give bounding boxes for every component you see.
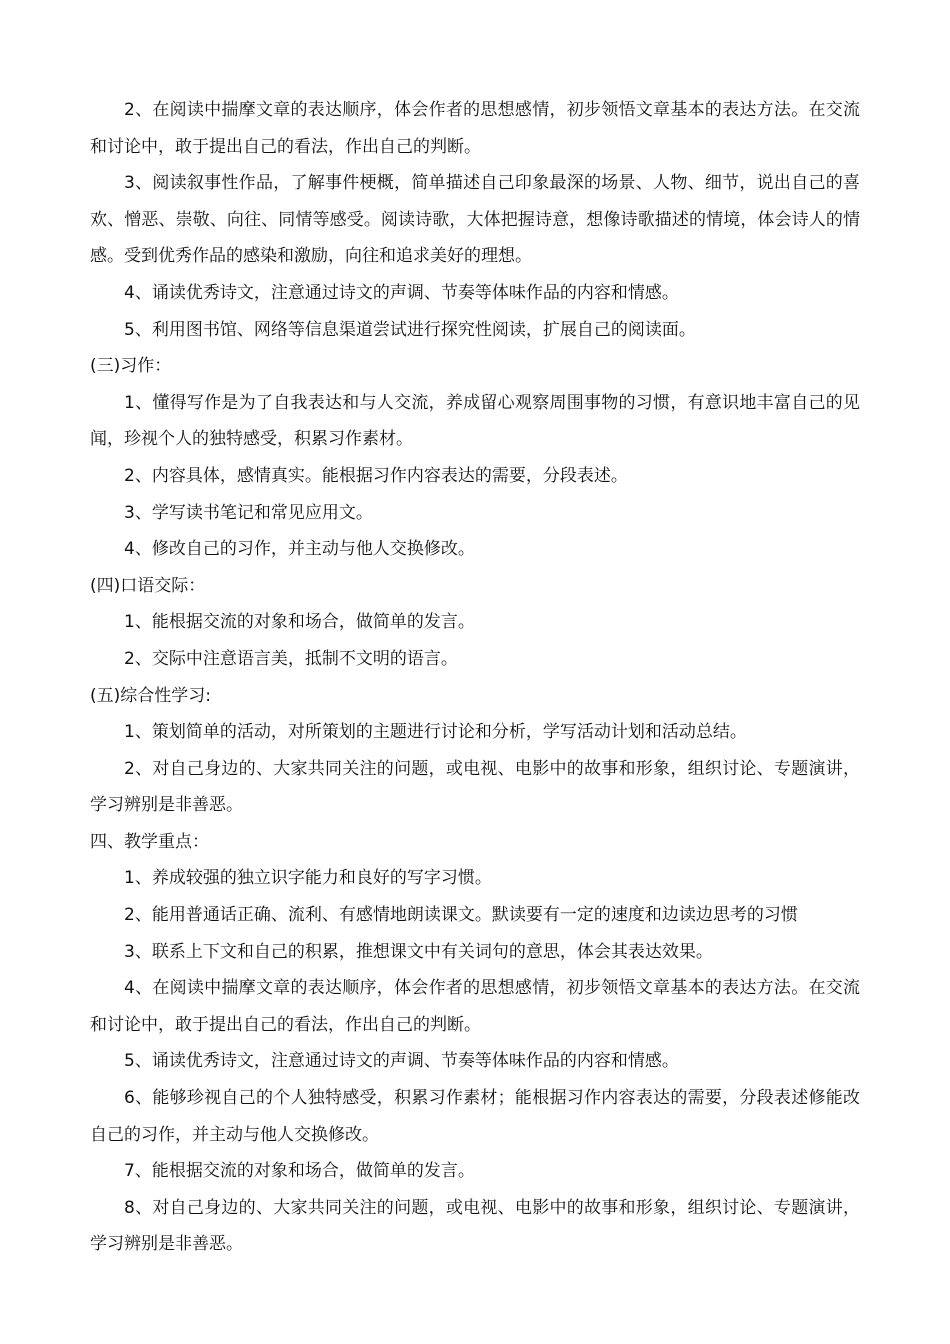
paragraph: 4、诵读优秀诗文，注意通过诗文的声调、节奏等体味作品的内容和情感。: [124, 282, 679, 303]
paragraph: 4、在阅读中揣摩文章的表达顺序，体会作者的思想感情，初步领悟文章基本的表达方法。在交流和讨论中，敢于提出自己的看法，作出自己的判断。: [90, 978, 860, 1035]
paragraph: 3、阅读叙事性作品，了解事件梗概，简单描述自己印象最深的场景、人物、细节，说出自己的喜欢、憎恶、崇敬、向往、同情等感受。阅读诗歌，大体把握诗意，想像诗歌描述的情境，体会诗人的情感。受到优秀作品的感染和激励，向往和追求美好的理想。: [90, 173, 860, 267]
section-heading: (五)综合性学习:: [90, 685, 211, 706]
paragraph: 1、策划简单的活动，对所策划的主题进行讨论和分析，学写活动计划和活动总结。: [124, 722, 747, 743]
paragraph: 4、修改自己的习作，并主动与他人交换修改。: [124, 539, 475, 560]
paragraph: 2、内容具体，感情真实。能根据习作内容表达的需要，分段表述。: [124, 465, 628, 486]
paragraph: 7、能根据交流的对象和场合，做简单的发言。: [124, 1161, 475, 1182]
paragraph: 3、学写读书笔记和常见应用文。: [124, 502, 373, 523]
paragraph: 5、利用图书馆、网络等信息渠道尝试进行探究性阅读，扩展自己的阅读面。: [124, 319, 696, 340]
paragraph: 3、联系上下文和自己的积累，推想课文中有关词句的意思，体会其表达效果。: [124, 941, 713, 962]
paragraph: 6、能够珍视自己的个人独特感受，积累习作素材；能根据习作内容表达的需要，分段表述修能改自己的习作，并主动与他人交换修改。: [90, 1088, 860, 1145]
paragraph: 2、对自己身边的、大家共同关注的问题，或电视、电影中的故事和形象，组织讨论、专题演讲，学习辨别是非善恶。: [90, 758, 860, 816]
paragraph: 1、懂得写作是为了自我表达和与人交流，养成留心观察周围事物的习惯，有意识地丰富自己的见闻，珍视个人的独特感受，积累习作素材。: [90, 392, 860, 450]
paragraph: 8、对自己身边的、大家共同关注的问题，或电视、电影中的故事和形象，组织讨论、专题演讲，学习辨别是非善恶。: [90, 1197, 860, 1255]
paragraph: 1、养成较强的独立识字能力和良好的写字习惯。: [124, 868, 492, 889]
section-heading: 四、教学重点：: [90, 831, 209, 852]
paragraph: 2、能用普通话正确、流利、有感情地朗读课文。默读要有一定的速度和边读边思考的习惯: [124, 905, 798, 926]
paragraph: 2、交际中注意语言美，抵制不文明的语言。: [124, 648, 458, 669]
paragraph: 1、能根据交流的对象和场合，做简单的发言。: [124, 612, 475, 633]
paragraph: 5、诵读优秀诗文，注意通过诗文的声调、节奏等体味作品的内容和情感。: [124, 1051, 679, 1072]
section-heading: (三)习作：: [90, 356, 172, 377]
paragraph: 2、在阅读中揣摩文章的表达顺序，体会作者的思想感情，初步领悟文章基本的表达方法。在交流和讨论中，敢于提出自己的看法，作出自己的判断。: [90, 100, 860, 157]
document-page: [90, 92, 860, 1263]
section-heading: (四)口语交际：: [90, 575, 206, 596]
